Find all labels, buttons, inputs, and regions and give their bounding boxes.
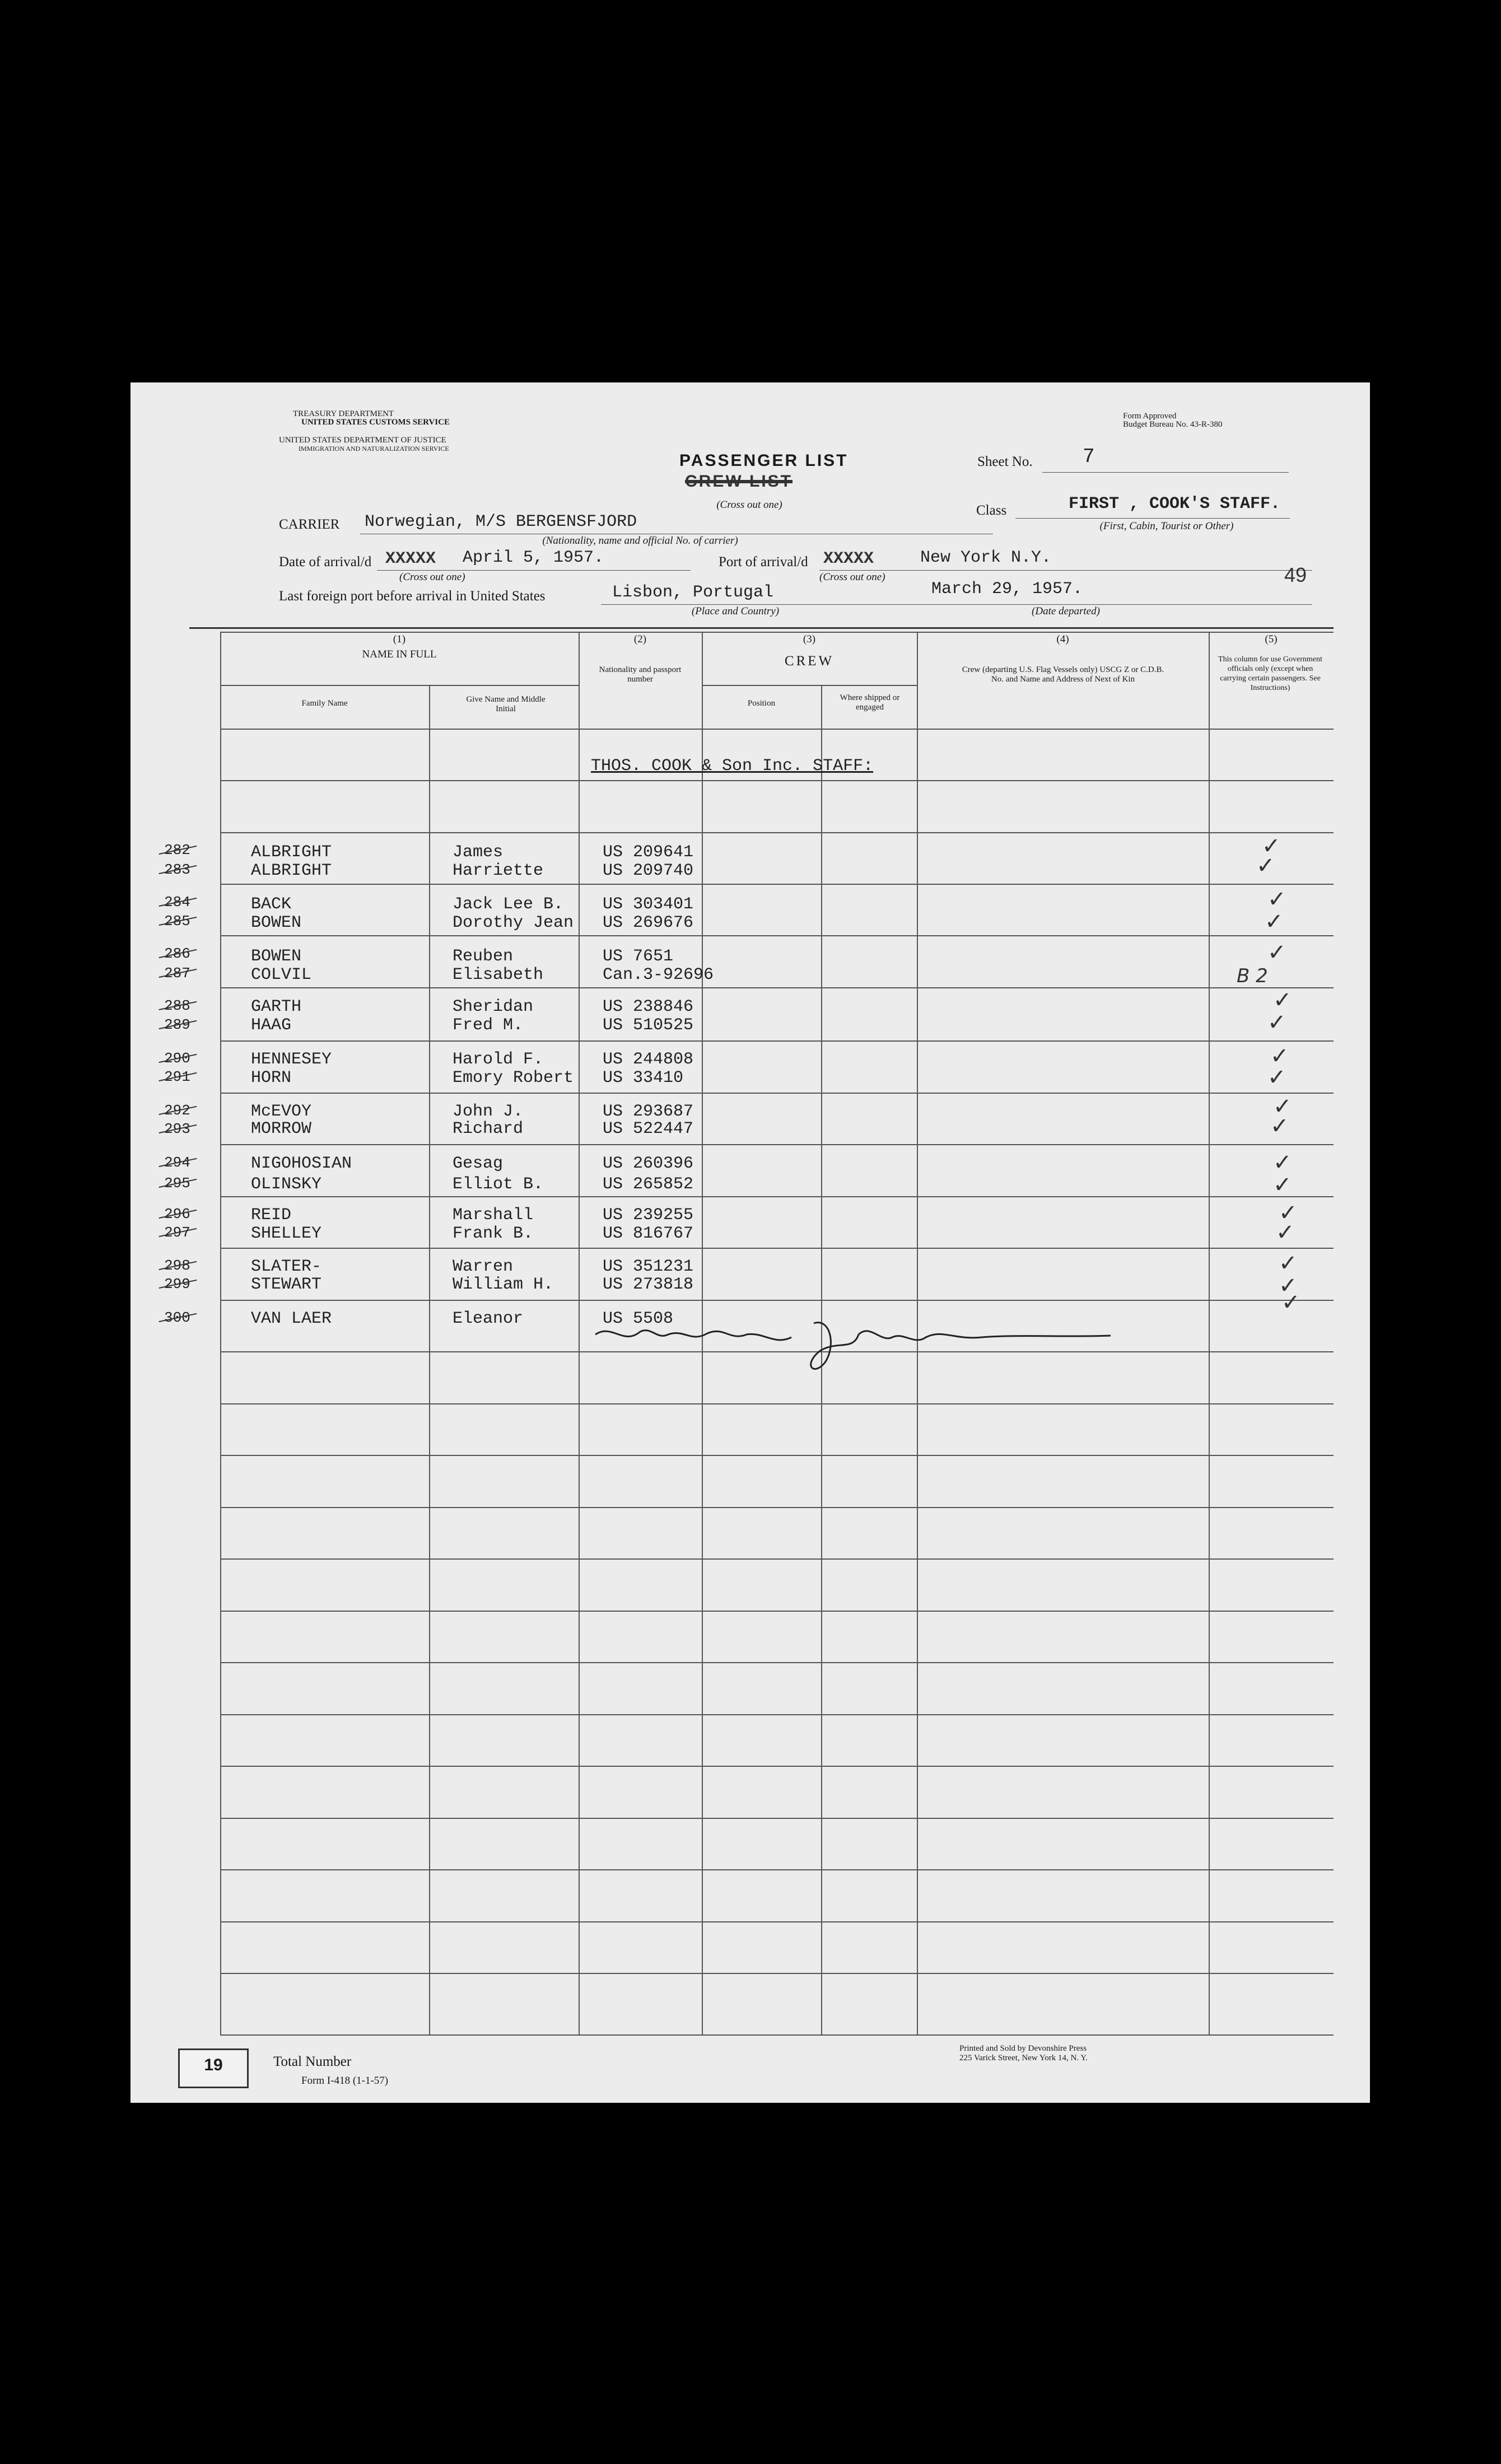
col4-number: (4) <box>1056 633 1069 645</box>
departed-value: March 29, 1957. <box>931 580 1083 599</box>
check-mark: ✓ <box>1273 1150 1292 1175</box>
row-passport: US 5508 <box>603 1309 674 1328</box>
check-mark: ✓ <box>1279 1200 1298 1226</box>
row-index: 299 <box>164 1276 190 1292</box>
class-caption: (First, Cabin, Tourist or Other) <box>1099 520 1234 532</box>
row-index: 295 <box>164 1175 190 1192</box>
b2-annotation: B 2 <box>1237 965 1268 987</box>
row-family-name: McEVOY <box>251 1102 312 1121</box>
title-cross-out-caption: (Cross out one) <box>716 499 782 511</box>
row-family-name: ALBRIGHT <box>251 843 332 862</box>
row-index: 297 <box>164 1224 190 1241</box>
row-given-name: Warren <box>453 1257 514 1276</box>
row-given-name: Dorothy Jean <box>453 913 574 932</box>
row-given-name: Sheridan <box>453 997 534 1016</box>
row-index: 291 <box>164 1068 190 1085</box>
row-passport: US 293687 <box>603 1102 694 1121</box>
carrier-caption: (Nationality, name and official No. of carrier) <box>542 535 738 547</box>
row-passport: US 209641 <box>603 843 694 862</box>
row-index: 300 <box>164 1309 190 1326</box>
margin-number: 49 <box>1284 563 1307 586</box>
row-index: 292 <box>164 1102 190 1119</box>
row-family-name: ALBRIGHT <box>251 861 332 880</box>
row-index: 288 <box>164 997 190 1014</box>
port-label: Port of arrival/d <box>719 554 808 570</box>
row-given-name: Elisabeth <box>453 965 544 984</box>
check-mark: ✓ <box>1267 886 1286 912</box>
check-mark: ✓ <box>1267 1065 1286 1090</box>
check-mark: ✓ <box>1273 1094 1292 1119</box>
form-number: Form I-418 (1-1-57) <box>301 2075 389 2087</box>
row-passport: US 351231 <box>603 1257 694 1276</box>
col2-number: (2) <box>633 633 647 645</box>
port-cross-out-caption: (Cross out one) <box>819 571 885 583</box>
total-number-box <box>178 2048 249 2088</box>
last-port-label: Last foreign port before arrival in United States <box>279 589 546 604</box>
row-family-name: OLINSKY <box>251 1175 322 1194</box>
agency-ins: IMMIGRATION AND NATURALIZATION SERVICE <box>299 445 449 452</box>
row-given-name: Emory Robert <box>453 1068 574 1088</box>
last-port-caption: (Place and Country) <box>691 605 780 617</box>
departed-caption: (Date departed) <box>1032 605 1100 617</box>
last-port-value: Lisbon, Portugal <box>612 583 774 602</box>
row-passport: US 244808 <box>603 1050 694 1069</box>
col5-title: This column for use Government officials only (except when carrying certain passengers. See Instructions) <box>1218 655 1322 692</box>
row-index: 284 <box>164 894 190 911</box>
arrival-value: April 5, 1957. <box>463 548 604 567</box>
row-index: 293 <box>164 1121 190 1137</box>
row-index: 289 <box>164 1016 190 1033</box>
col3-number: (3) <box>803 633 816 645</box>
signature-mark <box>590 1312 1116 1379</box>
col3-position-header: Position <box>747 699 776 708</box>
port-struck: XXXXX <box>823 549 874 568</box>
check-mark: ✓ <box>1270 1043 1289 1069</box>
row-family-name: SHELLEY <box>251 1224 322 1243</box>
row-given-name: Richard <box>453 1119 524 1138</box>
arrival-cross-out-caption: (Cross out one) <box>399 571 465 583</box>
row-given-name: Reuben <box>453 947 514 966</box>
row-given-name: John J. <box>453 1102 524 1121</box>
row-passport: US 33410 <box>603 1068 684 1088</box>
check-mark: ✓ <box>1279 1273 1298 1299</box>
row-given-name: Gesag <box>453 1154 504 1173</box>
col4-title: Crew (departing U.S. Flag Vessels only) USCG Z or C.D.B. No. and Name and Address of Next of Kin <box>962 665 1164 684</box>
row-index: 286 <box>164 945 190 962</box>
form-approved: Form Approved <box>1123 412 1177 421</box>
row-given-name: William H. <box>453 1275 554 1294</box>
row-passport: US 209740 <box>603 861 694 880</box>
sheet-no-value: 7 <box>1083 445 1095 468</box>
check-mark: ✓ <box>1267 940 1286 965</box>
check-mark: ✓ <box>1270 1113 1289 1139</box>
col1-given-header: Give Name and Middle Initial <box>466 695 546 713</box>
row-family-name: NIGOHOSIAN <box>251 1154 352 1173</box>
row-given-name: Jack Lee B. <box>453 895 564 914</box>
carrier-label: CARRIER <box>279 517 340 532</box>
check-mark: ✓ <box>1273 987 1292 1013</box>
row-family-name: COLVIL <box>251 965 312 984</box>
row-family-name: GARTH <box>251 997 302 1016</box>
passenger-list-document <box>130 382 1370 2103</box>
row-given-name: Harriette <box>453 861 544 880</box>
printer-address: 225 Varick Street, New York 14, N. Y. <box>959 2054 1088 2062</box>
row-passport: US 269676 <box>603 913 694 932</box>
row-index: 298 <box>164 1257 190 1274</box>
row-family-name: BACK <box>251 895 292 914</box>
row-index: 287 <box>164 965 190 982</box>
row-family-name: HENNESEY <box>251 1050 332 1069</box>
row-index: 285 <box>164 913 190 930</box>
staff-heading: THOS. COOK & Son Inc. STAFF: <box>591 757 874 776</box>
check-mark: ✓ <box>1281 1290 1300 1315</box>
row-given-name: Frank B. <box>453 1224 534 1243</box>
class-label: Class <box>976 503 1007 518</box>
row-family-name: SLATER- <box>251 1257 322 1276</box>
col5-number: (5) <box>1265 633 1278 645</box>
row-given-name: Marshall <box>453 1206 534 1225</box>
col1-family-header: Family Name <box>301 699 348 708</box>
agency-treasury: TREASURY DEPARTMENT <box>293 409 394 418</box>
agency-customs: UNITED STATES CUSTOMS SERVICE <box>301 418 450 427</box>
row-passport: US 273818 <box>603 1275 694 1294</box>
budget-bureau: Budget Bureau No. 43-R-380 <box>1123 420 1223 429</box>
row-index: 283 <box>164 861 190 878</box>
row-family-name: BOWEN <box>251 947 302 966</box>
row-family-name: STEWART <box>251 1275 322 1294</box>
arrival-struck: XXXXX <box>385 549 436 568</box>
check-mark: ✓ <box>1262 833 1281 859</box>
check-mark: ✓ <box>1273 1172 1292 1198</box>
row-given-name: Harold F. <box>453 1050 544 1069</box>
row-passport: US 265852 <box>603 1175 694 1194</box>
col1-title: NAME IN FULL <box>362 648 437 660</box>
row-given-name: Elliot B. <box>453 1175 544 1194</box>
row-given-name: James <box>453 843 504 862</box>
row-given-name: Fred M. <box>453 1016 524 1035</box>
row-passport: US 238846 <box>603 997 694 1016</box>
col3-where-header: Where shipped or engaged <box>840 693 900 712</box>
check-mark: ✓ <box>1279 1250 1298 1276</box>
printer-name: Printed and Sold by Devonshire Press <box>959 2044 1087 2053</box>
row-family-name: MORROW <box>251 1119 312 1138</box>
row-passport: US 260396 <box>603 1154 694 1173</box>
row-index: 290 <box>164 1050 190 1067</box>
check-mark: ✓ <box>1276 1220 1295 1245</box>
row-given-name: Eleanor <box>453 1309 524 1328</box>
col2-title: Nationality and passport number <box>599 665 682 684</box>
row-index: 294 <box>164 1154 190 1171</box>
row-family-name: BOWEN <box>251 913 302 932</box>
agency-justice: UNITED STATES DEPARTMENT OF JUSTICE <box>279 436 446 445</box>
col3-title: CREW <box>784 654 835 669</box>
check-mark: ✓ <box>1256 853 1275 879</box>
row-passport: Can.3-92696 <box>603 965 714 984</box>
row-passport: US 239255 <box>603 1206 694 1225</box>
row-index: 296 <box>164 1206 190 1222</box>
row-passport: US 510525 <box>603 1016 694 1035</box>
row-family-name: VAN LAER <box>251 1309 332 1328</box>
row-passport: US 303401 <box>603 895 694 914</box>
col1-number: (1) <box>393 633 406 645</box>
sheet-no-label: Sheet No. <box>977 454 1033 469</box>
row-passport: US 816767 <box>603 1224 694 1243</box>
row-index: 282 <box>164 842 190 858</box>
row-family-name: HAAG <box>251 1016 292 1035</box>
class-value: FIRST , COOK'S STAFF. <box>1069 494 1281 514</box>
page-title: PASSENGER LIST <box>679 451 849 470</box>
row-passport: US 7651 <box>603 947 674 966</box>
crew-list-struck: CREW LIST <box>685 472 793 491</box>
row-family-name: HORN <box>251 1068 292 1088</box>
check-mark: ✓ <box>1265 909 1284 935</box>
total-number-value: 19 <box>204 2056 223 2074</box>
row-passport: US 522447 <box>603 1119 694 1138</box>
total-number-label: Total Number <box>273 2054 352 2069</box>
carrier-value: Norwegian, M/S BERGENSFJORD <box>365 512 637 531</box>
arrival-label: Date of arrival/d <box>279 554 372 570</box>
row-family-name: REID <box>251 1206 292 1225</box>
check-mark: ✓ <box>1267 1010 1286 1035</box>
port-value: New York N.Y. <box>920 548 1052 567</box>
